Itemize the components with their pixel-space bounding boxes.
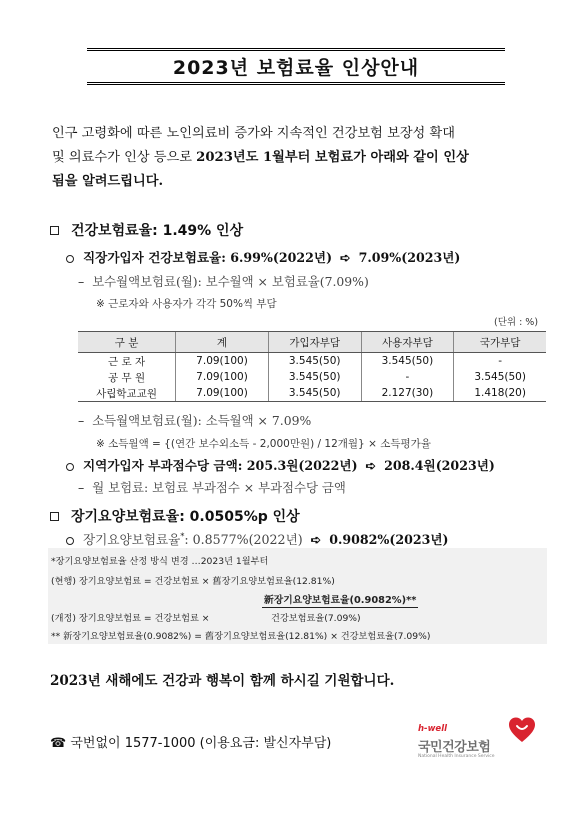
ltc-rate-label: 장기요양보험료율 [83,532,181,547]
contact-phone: ☎ 국번없이 1577-1000 (이용요금: 발신자부담) [50,736,332,751]
dash-bullet: – [78,274,85,289]
arrow-right-icon: ➪ [310,532,322,547]
table-cell: 3.545(50) [268,369,361,385]
section2-heading: 장기요양보험료율: 0.0505%p 인상 [71,509,300,525]
section1-heading: 건강보험료율: 1.49% 인상 [71,223,244,239]
nhis-logo [418,716,538,766]
formula-line-1: *장기요양보험료율 산정 방식 변경 …2023년 1월부터 [51,556,269,567]
formula-line-4: ** 新장기요양보험료율(0.9082%) = 舊장기요양보험료율(12.81%) × 건강보험료율(7.09%) [51,631,431,642]
ltc-rate-from: : 0.8577%(2022년) [184,532,303,547]
table-header: 구 분 [78,332,176,353]
wage-note: ※ 근로자와 사용자가 각각 50%씩 부담 [96,298,277,310]
logo-name: 국민건강보험 [418,740,491,755]
table-row [78,353,546,370]
intro-line-2a: 및 의료수가 인상 등으로 [52,150,197,165]
section2-heading-row [50,506,300,526]
circle-bullet-icon [66,463,74,471]
table-cell: 2.127(30) [361,385,454,402]
table-header: 사용자부담 [361,332,454,353]
ltc-rate-to: 0.9082%(2023년) [329,532,449,547]
table-header: 국가부담 [454,332,546,353]
arrow-right-icon: ➪ [340,250,351,265]
intro-line-2 [52,146,547,170]
formula-denominator: 건강보험료율(7.09%) [271,613,361,624]
intro-paragraph [52,122,547,194]
employee-rate-from: 6.99%(2022년) [230,250,333,265]
table-cell: 공 무 원 [108,371,146,384]
formula-line-3: (개정) 장기요양보험료 = 건강보험료 × [51,613,210,624]
dash-bullet: – [78,413,85,428]
employee-rate-label: 직장가입자 건강보험료율: [83,250,231,265]
heart-icon [508,716,536,744]
table-row [78,385,546,402]
circle-bullet-icon [66,537,74,545]
table-cell: 근 로 자 [108,355,146,368]
regional-rate-from: 205.3원(2022년) [246,458,358,473]
intro-line-2b: 2023년도 1월부터 보험료가 아래와 같이 인상 [196,150,469,165]
regional-formula-row [78,478,346,496]
employee-rate-row [66,247,460,266]
table-header: 가입자부담 [268,332,361,353]
square-bullet-icon [50,512,59,521]
ltc-rate-mark: * [180,531,185,541]
title-box [87,48,505,85]
table-cell: 7.09(100) [176,353,269,370]
wage-premium-formula: 보수월액보험료(월): 보수월액 × 보험료율(7.09%) [92,274,369,289]
table-cell: 7.09(100) [176,369,269,385]
formula-box [48,548,547,644]
regional-formula: 월 보험료: 보험료 부과점수 × 부과점수당 금액 [92,480,346,495]
formula-numerator: 新장기요양보험료율(0.9082%)** [262,592,418,608]
regional-rate-label: 지역가입자 부과점수당 금액: [83,458,247,473]
closing-message: 2023년 새해에도 건강과 행복이 함께 하시길 기원합니다. [50,673,395,689]
employee-rate-to: 7.09%(2023년) [358,250,461,265]
logo-small-text: h-well [418,724,448,734]
table-cell: 1.418(20) [454,385,546,402]
table-cell: - [454,353,546,370]
table-row [78,369,546,385]
dash-bullet: – [78,480,85,495]
table-cell: 3.545(50) [361,353,454,370]
table-cell: 7.09(100) [176,385,269,402]
rate-table [78,331,546,402]
ltc-rate-row [66,529,449,548]
wage-premium-row [78,272,369,290]
table-header: 계 [176,332,269,353]
section1-heading-row [50,220,243,240]
formula-line-2: (현행) 장기요양보험료 = 건강보험료 × 舊장기요양보험료율(12.81%) [51,576,335,587]
regional-rate-to: 208.4원(2023년) [384,458,495,473]
logo-subtitle: National Health Insurance Service [418,754,495,759]
table-cell: 3.545(50) [454,369,546,385]
arrow-right-icon: ➪ [365,458,377,473]
table-cell: 3.545(50) [268,353,361,370]
intro-line-3: 됨을 알려드립니다. [52,174,164,189]
table-cell: - [361,369,454,385]
income-note: ※ 소득월액 = {(연간 보수외소득 - 2,000만원) / 12개월} × 소득평가율 [96,438,431,450]
table-cell: 사립학교교원 [78,385,176,402]
table-cell: 3.545(50) [268,385,361,402]
square-bullet-icon [50,226,59,235]
page-title: 2023년 보험료율 인상안내 [172,57,420,79]
unit-label: (단위 : %) [494,317,539,328]
regional-rate-row [66,455,495,474]
income-premium-row [78,411,311,429]
circle-bullet-icon [66,255,74,263]
table-header-row [78,332,546,353]
income-premium-formula: 소득월액보험료(월): 소득월액 × 7.09% [92,413,312,428]
intro-line-1: 인구 고령화에 따른 노인의료비 증가와 지속적인 건강보험 보장성 확대 [52,126,455,141]
